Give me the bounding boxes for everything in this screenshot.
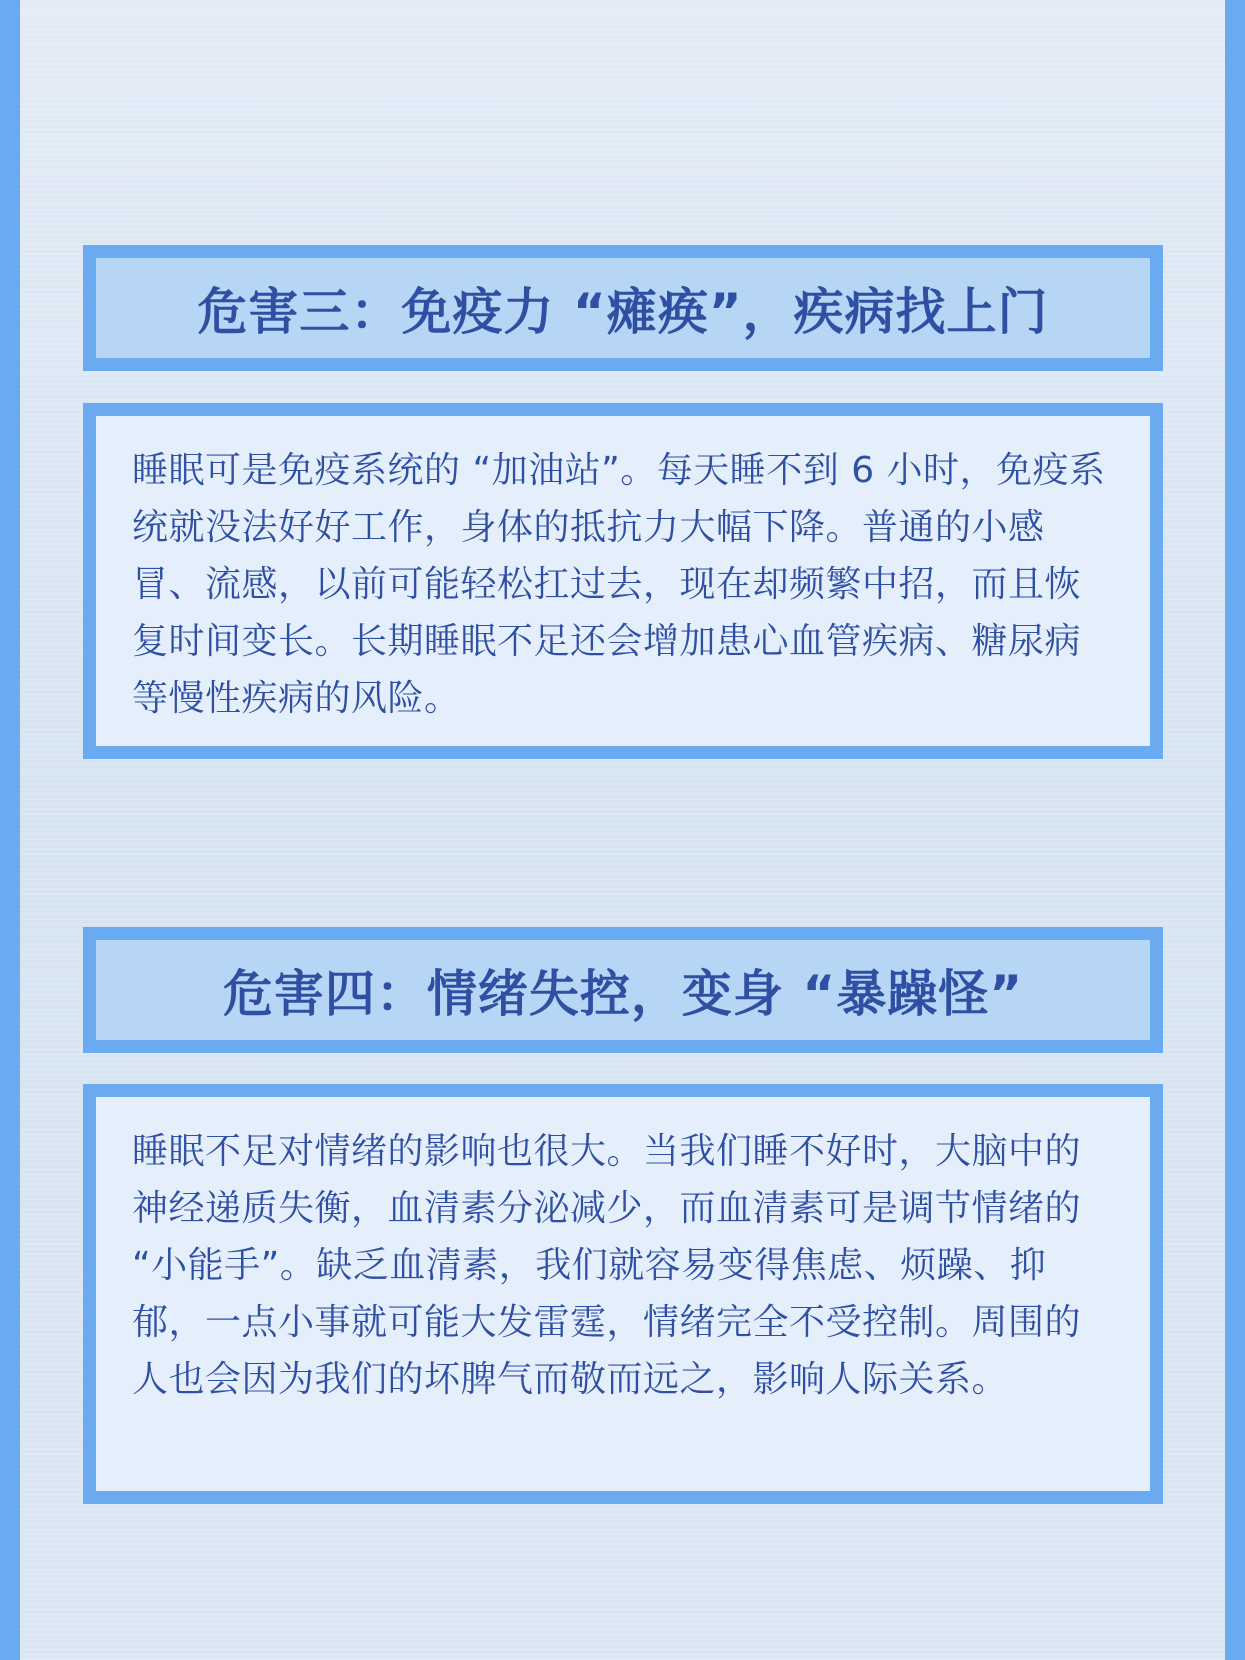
right-border-stripe [1225,0,1245,1660]
section-body-panel [96,1097,1150,1491]
section-body-box-3 [83,403,1163,759]
section-body-panel [96,416,1150,746]
section-heading-title: 危害三：免疫力 “瘫痪”，疾病找上门 [197,283,1049,341]
section-heading-box-3 [83,245,1163,371]
section-heading-title: 危害四：情绪失控，变身 “暴躁怪” [222,965,1024,1023]
section-heading-panel [96,940,1150,1040]
section-body-paragraph: 睡眠可是免疫系统的 “加油站”。每天睡不到 6 小时，免疫系统就没法好好工作，身体的抵抗力大幅下降。普通的小感冒、流感，以前可能轻松扛过去，现在却频繁中招，而且恢复时间变长。长期睡眠不足还会增加患心血管疾病、糖尿病等慢性疾病的风险。 [132,450,1106,719]
section-heading-box-4 [83,927,1163,1053]
section-heading-panel [96,258,1150,358]
left-border-stripe [0,0,20,1660]
section-body-box-4 [83,1084,1163,1504]
section-body-paragraph: 睡眠不足对情绪的影响也很大。当我们睡不好时，大脑中的神经递质失衡，血清素分泌减少，而血清素可是调节情绪的 “小能手”。缺乏血清素，我们就容易变得焦虑、烦躁、抑郁，一点小事就可能大发雷霆，情绪完全不受控制。周围的人也会因为我们的坏脾气而敬而远之，影响人际关系。 [132,1131,1082,1400]
